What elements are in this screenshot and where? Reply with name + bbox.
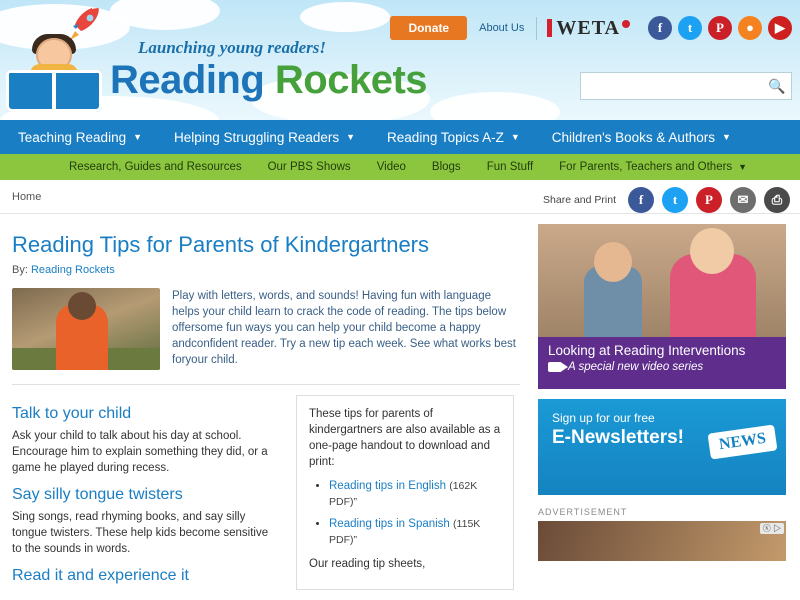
facebook-icon[interactable]: f (648, 16, 672, 40)
newsletter-line1: Sign up for our free (552, 411, 655, 425)
promo-title: Looking at Reading Interventions (548, 343, 746, 358)
chevron-down-icon: ▼ (510, 132, 520, 142)
breadcrumb-bar (0, 180, 800, 214)
breadcrumb[interactable]: Home (12, 190, 42, 203)
search-icon[interactable]: 🔍 (768, 77, 786, 94)
subnav-item-research-guides-resources[interactable] (56, 154, 255, 180)
section-heading-talk-to-your-child: Talk to your child (12, 405, 132, 422)
handout-link-english[interactable]: Reading tips in English (329, 480, 446, 492)
subnav-item-video[interactable] (364, 154, 419, 180)
subnav-label: Research, Guides and Resources (69, 161, 242, 173)
intro-text: Play with letters, words, and sounds! Having fun with language helps your child learn to crack the code of reading. The tips below offersome fun ways you can help your child become a happy andconfident reader. Try a new tip each week. See what works best foryour child. (172, 290, 516, 366)
promo-caption (538, 337, 786, 389)
cloud-decoration (300, 2, 390, 32)
primary-navigation (0, 120, 800, 154)
subnav-label: Our PBS Shows (267, 161, 351, 173)
subnav-label: For Parents, Teachers and Others (559, 161, 733, 173)
tips-and-handout (12, 395, 520, 590)
nav-item-reading-topics-a-z[interactable] (371, 120, 536, 154)
secondary-navigation (0, 154, 800, 180)
handout-size-spanish: (115K PDF)” (329, 518, 481, 546)
video-camera-icon (548, 362, 562, 372)
nav-label: Helping Struggling Readers (174, 129, 340, 145)
byline-label: By: (12, 264, 28, 276)
article-intro (12, 288, 520, 370)
sidebar (538, 224, 786, 590)
site-tagline: Launching young readers! (138, 38, 326, 57)
main-column (12, 224, 520, 590)
subnav-item-blogs[interactable] (419, 154, 474, 180)
header-utility-bar (390, 16, 792, 40)
handout-size-english: (162K PDF)” (329, 480, 478, 508)
nav-item-helping-struggling-readers[interactable] (158, 120, 371, 154)
share-print-icon[interactable]: ⎙ (764, 187, 790, 213)
cloud-decoration (430, 92, 560, 120)
handout-link-spanish[interactable]: Reading tips in Spanish (329, 518, 450, 530)
chevron-down-icon: ▼ (133, 132, 143, 142)
promo-video-series[interactable] (538, 224, 786, 389)
site-logo-art (6, 36, 102, 112)
site-title-first: Reading (110, 58, 275, 102)
rss-icon[interactable]: ● (738, 16, 762, 40)
handout-box (296, 395, 514, 590)
promo-subtitle-text: A special new video series (568, 361, 704, 373)
weta-text: WETA (556, 16, 620, 39)
ad-close-icon[interactable]: ⓧ ▷ (760, 523, 784, 534)
intro-photo (12, 288, 160, 370)
chevron-down-icon: ▼ (346, 132, 356, 142)
newsletter-badge: NEWS (707, 424, 777, 459)
divider (12, 384, 520, 385)
share-twitter-icon[interactable]: t (662, 187, 688, 213)
subnav-label: Blogs (431, 161, 461, 173)
subnav-label: Video (376, 161, 406, 173)
share-facebook-icon[interactable]: f (628, 187, 654, 213)
byline (12, 264, 520, 276)
donate-button[interactable]: Donate (390, 16, 467, 40)
advertisement-label: ADVERTISEMENT (538, 507, 628, 517)
share-and-print (543, 180, 790, 220)
section-body-say-silly-tongue-twisters: Sing songs, read rhyming books, and say silly tongue twisters. These help kids become sensitive to the sounds in words. (12, 511, 269, 555)
nav-label: Teaching Reading (18, 129, 127, 145)
section-body-talk-to-your-child: Ask your child to talk about his day at school. Encourage him to explain something they did, or a game he played during recess. (12, 430, 268, 474)
weta-dot-icon (622, 20, 630, 28)
page-content (0, 214, 800, 590)
advertisement-banner[interactable] (538, 521, 786, 561)
list-item (329, 516, 501, 548)
subnav-item-fun-stuff[interactable] (474, 154, 546, 180)
about-us-link[interactable]: About Us (479, 22, 525, 34)
nav-label: Reading Topics A-Z (387, 129, 504, 145)
subnav-item-for-parents-teachers-others[interactable] (546, 154, 760, 180)
section-heading-say-silly-tongue-twisters: Say silly tongue twisters (12, 486, 183, 503)
handout-link-list (309, 478, 501, 548)
youtube-icon[interactable]: ▶ (768, 16, 792, 40)
section-heading-read-it-and-experience-it: Read it and experience it (12, 567, 189, 584)
share-label: Share and Print (543, 194, 616, 206)
header-social-links (648, 16, 792, 40)
nav-item-teaching-reading[interactable] (0, 120, 158, 154)
chevron-down-icon: ▼ (738, 162, 748, 172)
search-input[interactable] (581, 73, 763, 99)
tips-column (12, 395, 280, 590)
search-box[interactable] (580, 72, 792, 100)
subnav-label: Fun Stuff (486, 161, 534, 173)
byline-author-link[interactable]: Reading Rockets (30, 264, 115, 276)
twitter-icon[interactable]: t (678, 16, 702, 40)
nav-label: Children's Books & Authors (551, 129, 715, 145)
list-item (329, 478, 501, 510)
nav-item-childrens-books-authors[interactable] (536, 120, 747, 154)
weta-logo[interactable] (536, 17, 630, 40)
newsletter-signup[interactable] (538, 399, 786, 495)
site-header (0, 0, 800, 120)
site-title (110, 58, 427, 102)
handout-footer-text: Our reading tip sheets, (309, 558, 426, 570)
weta-bar-icon (547, 19, 552, 37)
site-brand[interactable] (110, 38, 427, 102)
site-title-second: Rockets (274, 58, 428, 102)
chevron-down-icon: ▼ (721, 132, 731, 142)
share-pinterest-icon[interactable]: P (696, 187, 722, 213)
subnav-item-our-pbs-shows[interactable] (255, 154, 364, 180)
page-title: Reading Tips for Parents of Kindergartners (12, 232, 430, 257)
share-email-icon[interactable]: ✉ (730, 187, 756, 213)
newsletter-line2: E-Newsletters! (552, 427, 684, 448)
promo-subtitle (548, 361, 776, 373)
handout-intro: These tips for parents of kindergartners are also available as a one-page handout to download and print: (309, 408, 501, 468)
pinterest-icon[interactable]: P (708, 16, 732, 40)
